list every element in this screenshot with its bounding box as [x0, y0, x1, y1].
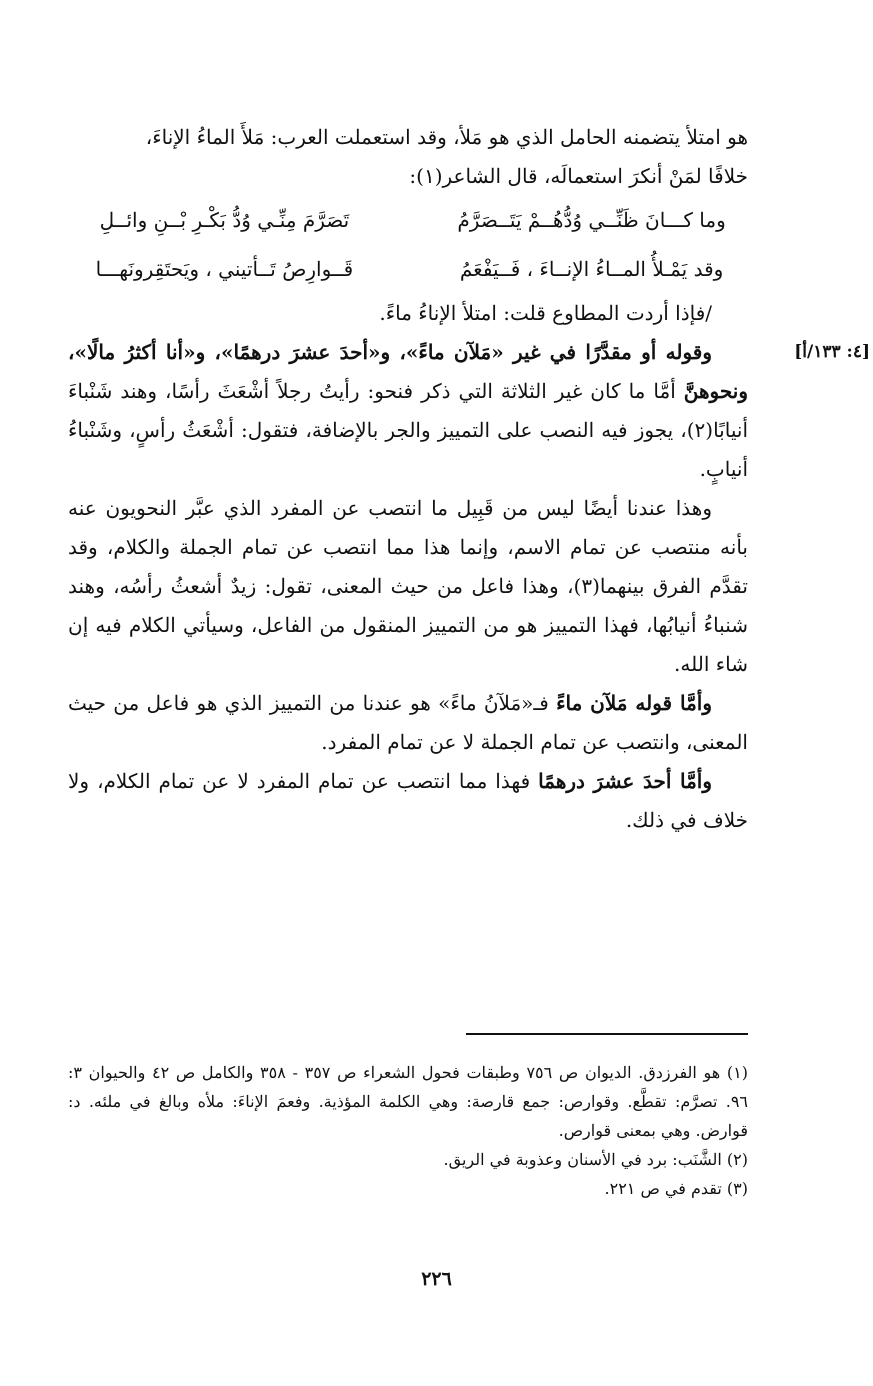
footnote: (٢) الشَّنَب: برد في الأسنان وعذوبة في الريق. — [443, 1150, 748, 1169]
quoted-text-bold: وأمَّا أحدَ عشرَ درهمًا — [538, 769, 713, 793]
text-line: هو امتلأ يتضمنه الحامل الذي هو مَلأ، وقد استعملت العرب: مَلأَ الماءُ الإناءَ، — [145, 125, 748, 149]
poem-hemistich: تَصَرَّمَ مِنِّـي وُدُّ بَكْـرِ بْــنِ وائــلِ — [99, 208, 350, 232]
footnote-separator — [466, 1033, 748, 1035]
margin-folio-reference: [٤: ١٣٣/أ] — [794, 342, 870, 362]
poem-verse — [68, 196, 748, 245]
paragraph — [68, 762, 748, 840]
paragraph-text: أمَّا ما كان غير الثلاثة التي ذكر فنحو: رأيتُ رجلاً أشْعَثَ رأسًا، وهند شَنْباءَ أنيابًا(٢)، يجوز فيه النصب على التمييز والجر بالإضافة، فتقول: أشْعَثُ رأسٍ، وشَنْباءُ أنيابٍ. — [68, 379, 748, 481]
paragraph — [68, 684, 748, 762]
poem-hemistich: قَــوارِصُ تَــأتيني ، ويَحتَقِرونَهـــا — [95, 257, 354, 281]
quoted-text-bold: وقوله أو مقدَّرًا في غير «مَلآن ماءً»، و«أحدَ عشرَ درهمًا»، و«أنا أكثرُ مالًا»، ونحوهنَّ — [68, 340, 748, 403]
poem-hemistich: وما كـــانَ ظَنِّــي وُدُّهُــمْ يَتَــصَرَّمُ — [457, 208, 726, 232]
footnote: (٣) تقدم في ص ٢٢١. — [604, 1179, 748, 1198]
main-text — [68, 118, 748, 840]
page-number: ٢٢٦ — [421, 1268, 452, 1290]
poem — [68, 196, 748, 294]
paragraph: وهذا عندنا أيضًا ليس من قَبِيل ما انتصب عن المفرد الذي عبَّر النحويون عنه بأنه منتصب عن تمام الاسم، وإنما هذا مما انتصب عن تمام الجملة والكلام، وقد تقدَّم الفرق بينهما(٣)، وهذا فاعل من حيث المعنى، تقول: زيدٌ أشعثُ رأسُه، وهند شنباءُ أنيابُها، فهذا التمييز هو من التمييز المنقول من الفاعل، وسيأتي الكلام فيه إن شاء الله. — [68, 496, 748, 676]
text-line: /فإذا أردت المطاوع قلت: امتلأ الإناءُ ماءً. — [379, 301, 712, 325]
footnote: (١) هو الفرزدق. الديوان ص ٧٥٦ وطبقات فحول الشعراء ص ٣٥٧ - ٣٥٨ والكامل ص ٤٢ والحيوان ٣: ٩٦. تصرَّم: تقطَّع. وقوارص: جمع قارصة: وهي الكلمة المؤذية. وفعمَ الإناءَ: ملأه وبالغ في ملئه. د: قوارض. وهي بمعنى قوارص. — [68, 1063, 749, 1140]
paragraph — [68, 333, 748, 489]
paragraph-text: فـ«مَلآنُ ماءً» هو عندنا من التمييز الذي هو فاعل من حيث المعنى، وانتصب عن تمام الجملة لا عن تمام المفرد. — [68, 691, 748, 754]
text-line: خلافًا لمَنْ أنكرَ استعمالَه، قال الشاعر(١): — [409, 164, 748, 188]
poem-verse — [68, 245, 748, 294]
paragraph-text: فهذا مما انتصب عن تمام المفرد لا عن تمام الكلام، ولا خلاف في ذلك. — [68, 769, 748, 832]
poem-hemistich: وقد يَمْـلأُ المــاءُ الإنــاءَ ، فَــيَفْعَمُ — [459, 257, 724, 281]
footnotes — [68, 1058, 748, 1203]
quoted-text-bold: وأمَّا قوله مَلآن ماءً — [556, 691, 712, 715]
